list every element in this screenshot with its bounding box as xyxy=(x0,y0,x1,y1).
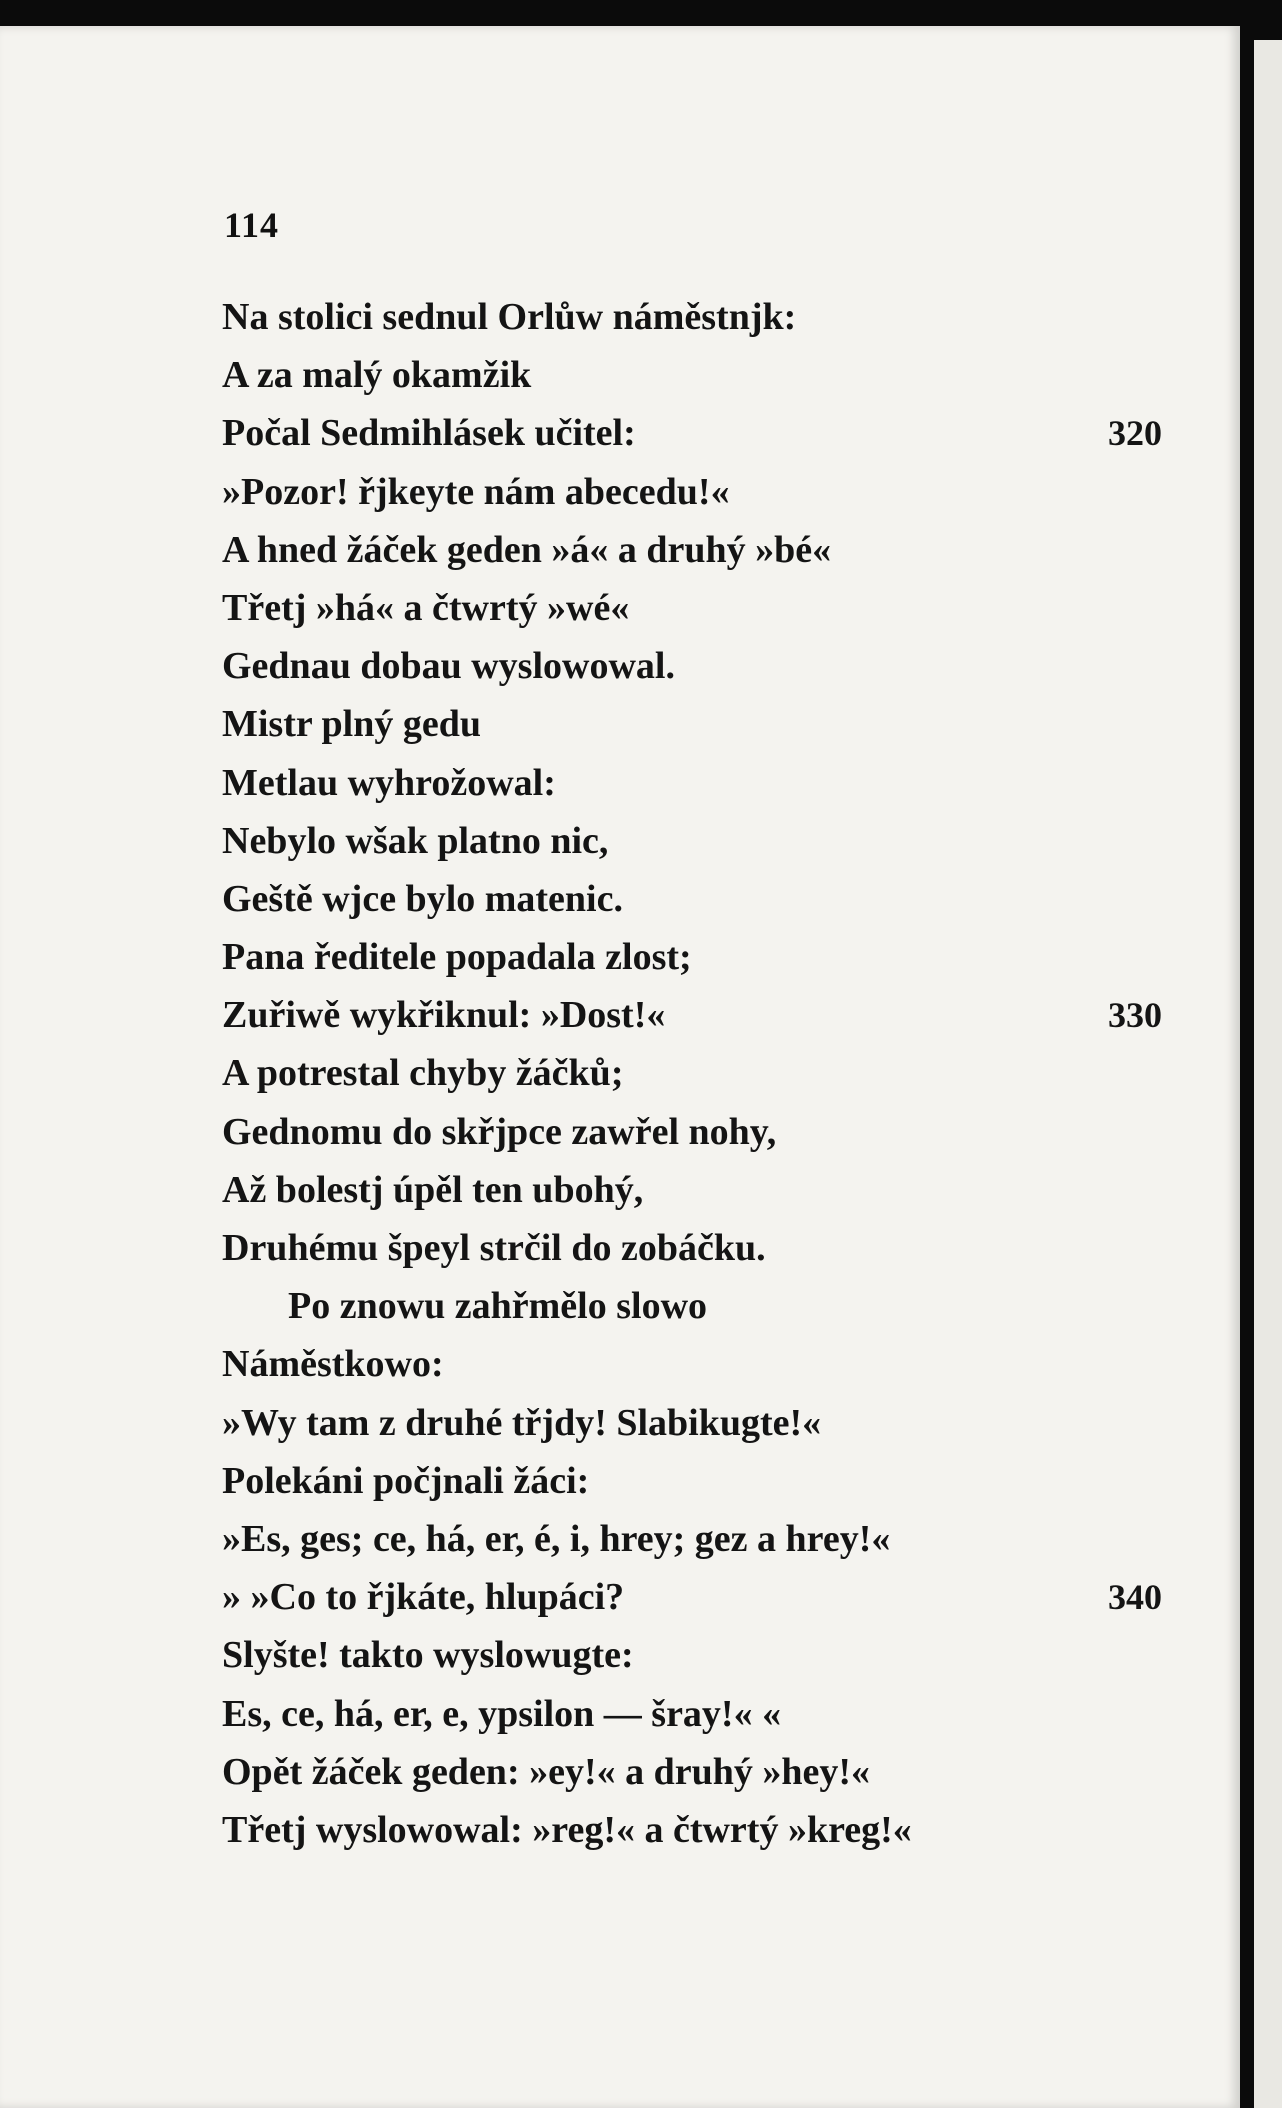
verse-line xyxy=(222,1219,1162,1277)
verse-line-text: Náměstkowo: xyxy=(222,1343,444,1386)
verse-line xyxy=(222,1743,1162,1801)
verse-line xyxy=(222,288,1162,346)
verse-line-text: Geště wjce bylo matenic. xyxy=(222,877,623,920)
verse-line-text: Po znowu zahřmělo slowo xyxy=(288,1285,708,1328)
verse-line-text: Gednau dobau wyslowowal. xyxy=(222,645,675,688)
verse-line xyxy=(222,404,1162,462)
verse-line xyxy=(222,1335,1162,1393)
verse-line-text: »Es, ges; ce, há, er, é, i, hrey; gez a hrey!« xyxy=(222,1517,891,1560)
verse-line xyxy=(222,579,1162,637)
verse-line xyxy=(222,695,1162,753)
verse-line-text: Třetj »há« a čtwrtý »wé« xyxy=(222,586,630,629)
verse-line xyxy=(222,1568,1162,1626)
verse-line xyxy=(222,928,1162,986)
verse-line-text: Gednomu do skřjpce zawřel nohy, xyxy=(222,1110,777,1153)
verse-line-text: Počal Sedmihlásek učitel: xyxy=(222,412,636,455)
verse-line-text: Až bolestj úpěl ten ubohý, xyxy=(222,1168,644,1211)
poem-verse xyxy=(222,288,1162,1859)
line-number: 330 xyxy=(1108,995,1162,1036)
verse-line xyxy=(222,1685,1162,1743)
verse-line-text: Nebylo wšak platno nic, xyxy=(222,819,609,862)
verse-line xyxy=(222,1801,1162,1859)
verse-line xyxy=(222,754,1162,812)
verse-line xyxy=(222,1103,1162,1161)
verse-line xyxy=(222,1161,1162,1219)
verse-line-text: Opět žáček geden: »ey!« a druhý »hey!« xyxy=(222,1750,871,1793)
verse-line-text: » »Co to řjkáte, hlupáci? xyxy=(222,1576,625,1619)
book-page xyxy=(0,26,1240,2108)
verse-line-text: A za malý okamžik xyxy=(222,354,532,397)
verse-line xyxy=(222,463,1162,521)
verse-line xyxy=(222,1510,1162,1568)
verse-line-text: Pana ředitele popadala zlost; xyxy=(222,936,692,979)
verse-line-text: Na stolici sednul Orlůw náměstnjk: xyxy=(222,296,797,338)
verse-line xyxy=(222,1394,1162,1452)
verse-line-text: Mistr plný gedu xyxy=(222,703,482,746)
verse-line-text: Polekáni počjnali žáci: xyxy=(222,1459,590,1502)
verse-line xyxy=(222,812,1162,870)
verse-line xyxy=(222,1277,1162,1335)
line-number: 320 xyxy=(1108,413,1162,454)
verse-line xyxy=(222,521,1162,579)
verse-line-text: Třetj wyslowowal: »reg!« a čtwrtý »kreg!« xyxy=(222,1808,912,1851)
verse-line-text: Slyšte! takto wyslowugte: xyxy=(222,1634,634,1677)
verse-line-text: »Wy tam z druhé třjdy! Slabikugte!« xyxy=(222,1401,822,1444)
verse-line xyxy=(222,986,1162,1044)
verse-line xyxy=(222,870,1162,928)
verse-line-text: »Pozor! řjkeyte nám abecedu!« xyxy=(222,470,730,513)
verse-line-text: Druhému špeyl strčil do zobáčku. xyxy=(222,1227,766,1269)
verse-line xyxy=(222,1044,1162,1102)
verse-line-text: A potrestal chyby žáčků; xyxy=(222,1052,624,1095)
verse-line xyxy=(222,346,1162,404)
verse-line xyxy=(222,1626,1162,1684)
adjacent-page-edge xyxy=(1254,40,1282,2108)
verse-line-text: Metlau wyhrožowal: xyxy=(222,761,556,804)
page-number: 114 xyxy=(224,205,280,245)
verse-line xyxy=(222,637,1162,695)
verse-line-text: A hned žáček geden »á« a druhý »bé« xyxy=(222,528,832,571)
verse-line xyxy=(222,1452,1162,1510)
verse-line-text: Zuřiwě wykřiknul: »Dost!« xyxy=(222,994,666,1037)
verse-line-text: Es, ce, há, er, e, ypsilon — šray!« « xyxy=(222,1692,782,1735)
line-number: 340 xyxy=(1108,1577,1162,1618)
